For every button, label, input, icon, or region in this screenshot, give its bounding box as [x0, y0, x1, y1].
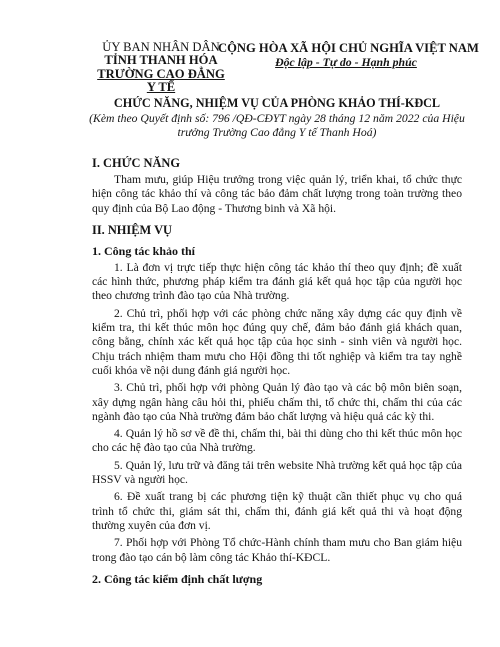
- province-name: TỈNH THANH HÓA: [104, 53, 218, 68]
- duty-item: 5. Quản lý, lưu trữ và đăng tải trên website Nhà trường kết quả học tập của HSSV và người học.: [92, 458, 462, 487]
- duty-item: 3. Chủ trì, phối hợp với phòng Quản lý đào tạo và các bộ môn biên soạn, xây dựng ngân hàng câu hỏi thi, phiếu chấm thi, tổ chức thi, chấm thi của các ngành đào tạo của Nhà trường đảm bảo chất lượng và hiệu quả các kỳ thi.: [92, 381, 462, 423]
- section-heading-functions: I. CHỨC NĂNG: [92, 156, 180, 170]
- section-heading-duties: II. NHIỆM VỤ: [92, 222, 172, 237]
- duty-item: 4. Quản lý hồ sơ về đề thi, chấm thi, bài thi dùng cho thi kết thúc môn học cho các hệ đào tạo của Nhà trường.: [92, 427, 462, 455]
- nation-name: CỘNG HÒA XÃ HỘI CHỦ NGHĨA VIỆT NAM: [218, 41, 479, 55]
- national-block: [218, 41, 479, 83]
- duty-item: 6. Đề xuất trang bị các phương tiện kỹ thuật cần thiết phục vụ cho quá trình tổ chức thi, giám sát thi, chấm thi, đánh giá kết quả thi và hoạt động thường xuyên của đơn vị.: [92, 490, 462, 532]
- document-header: [92, 0, 479, 95]
- document-title: CHỨC NĂNG, NHIỆM VỤ CỦA PHÒNG KHẢO THÍ-KĐCL: [113, 96, 441, 110]
- duty-item: 1. Là đơn vị trực tiếp thực hiện công tác khảo thí theo quy định; đề xuất các hình thức, phương pháp kiểm tra đánh giá kết quả học tập của người học theo chương trình đào tạo của Nhà trường.: [92, 260, 462, 303]
- duty-item: 7. Phối hợp với Phòng Tổ chức-Hành chính tham mưu cho Ban giám hiệu trong đào tạo cán bộ làm công tác Khảo thí-KĐCL.: [92, 536, 462, 564]
- functions-paragraph: Tham mưu, giúp Hiệu trưởng trong việc quản lý, triển khai, tổ chức thực hiện công tác khảo thí và công tác bảo đảm chất lượng trong toàn trường theo quy định của Bộ Lao động - Thương binh và Xã hội.: [92, 173, 462, 215]
- subheading-examination: 1. Công tác khảo thí: [92, 243, 196, 258]
- subheading-quality-accreditation: 2. Công tác kiểm định chất lượng: [92, 571, 263, 586]
- document-subtitle: (Kèm theo Quyết định số: 796 /QĐ-CĐYT ngày 28 tháng 12 năm 2022 của Hiệu trưởng Trường Cao đẳng Y tế Thanh Hoá): [89, 112, 465, 139]
- school-name: TRƯỜNG CAO ĐẲNG Y TẾ: [97, 66, 225, 95]
- issuer-block: [92, 40, 230, 95]
- upper-org: ỦY BAN NHÂN DÂN: [102, 40, 220, 54]
- duty-item: 2. Chủ trì, phối hợp với các phòng chức năng xây dựng các quy định về kiểm tra, thi kết thúc môn học đúng quy chế, đảm bảo đánh giá khách quan, công bằng, chính xác kết quả học tập của học sinh - sinh viên và người học. Chịu trách nhiệm tham mưu cho Hội đồng thi tốt nghiệp và kiểm tra tay nghề cuối khóa về nội dung đánh giá người học.: [92, 306, 462, 377]
- national-motto: Độc lập - Tự do - Hạnh phúc: [275, 55, 417, 69]
